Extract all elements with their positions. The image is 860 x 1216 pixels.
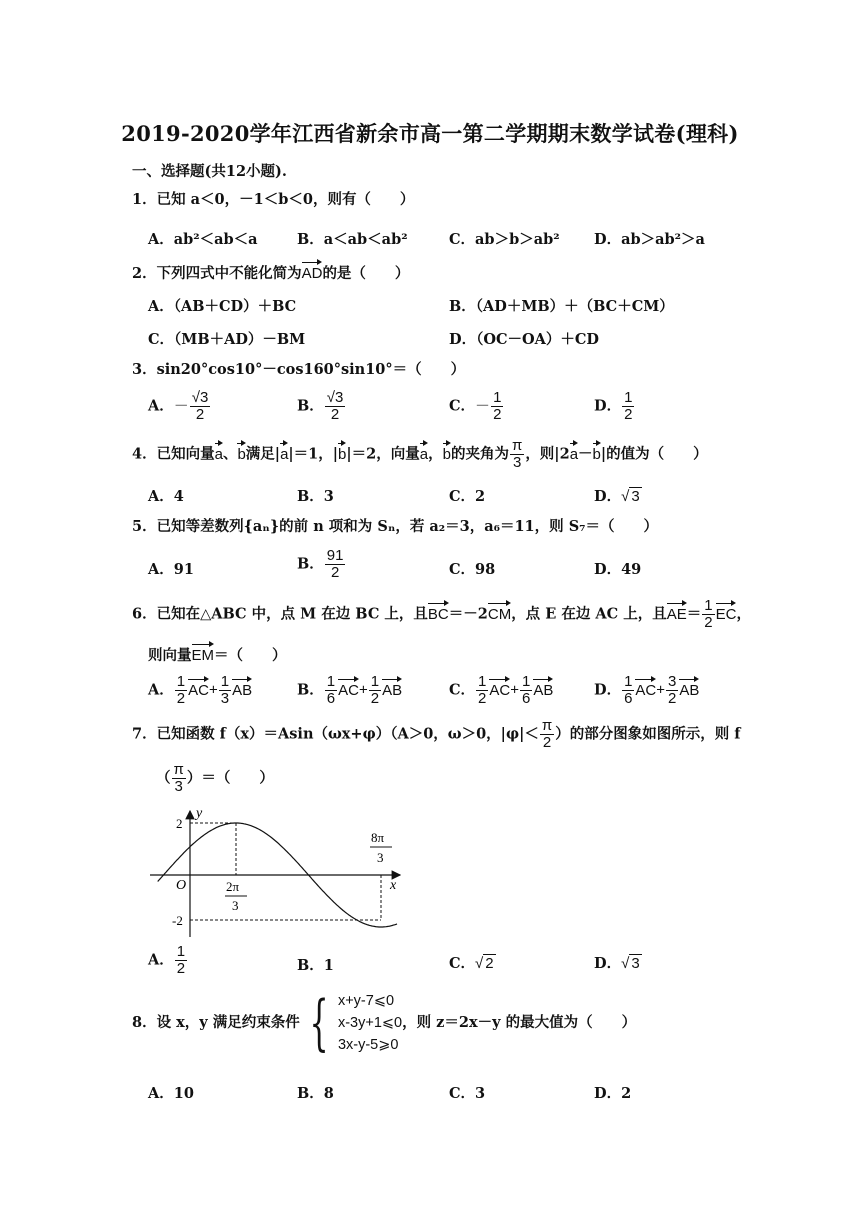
q1-option-a: A．ab²＜ab＜a: [148, 231, 258, 248]
q4-angle-num: π: [511, 437, 523, 454]
q6-a-frac1: [175, 674, 187, 707]
question-5-stem: 5．已知等差数列{aₙ}的前 n 项和为 Sₙ，若 a₂＝3，a₆＝11，则 S₇＝（ ）: [132, 518, 659, 535]
q3-d-denominator: 2: [624, 406, 633, 423]
q6-a-f1-den: 2: [176, 690, 186, 707]
q6-d-f2-num: 3: [668, 673, 677, 690]
x1-den-label: 3: [232, 898, 239, 913]
q3-d-label: D．: [594, 397, 622, 415]
q6-a-f2-num: 1: [220, 673, 230, 690]
question-1-stem: 1．已知 a＜0，－1＜b＜0，则有（ ）: [132, 191, 415, 208]
q6-d-label: D．: [594, 681, 622, 699]
q6-a-f1-num: 1: [176, 673, 186, 690]
q6-a-vector-ac: AC: [188, 677, 209, 699]
q3-c-denominator: 2: [493, 406, 502, 423]
q6-line2-end: ＝（ ）: [214, 647, 287, 664]
q3-a-denominator: 2: [195, 406, 205, 423]
q6-c-frac1: [476, 674, 488, 707]
q6-c-f2-num: 1: [522, 673, 531, 690]
q4-vector-b-4: b: [593, 441, 601, 464]
q4-angle-fraction: [510, 438, 524, 471]
q5-option-d: D．49: [594, 561, 642, 578]
q6-option-c: [449, 674, 553, 707]
q6-vector-ae: AE: [667, 601, 687, 624]
q6-text-1: 6．已知在△ABC 中，点 M 在边 BC 上，且: [132, 605, 428, 623]
q7-d-sqrt: √ 3: [621, 955, 640, 972]
q4-option-c: C．2: [449, 488, 486, 505]
q6-fraction: [702, 598, 714, 631]
q6-d-frac1: [622, 674, 634, 707]
q4-option-b: B．3: [297, 488, 334, 505]
q6-a-frac2: [219, 674, 231, 707]
q4-text-4: |＝2，向量: [346, 445, 420, 463]
q6-d-frac2: [666, 674, 678, 707]
q7-text-2: ）的部分图象如图所示，则 f: [555, 725, 741, 743]
q8-constraint-2: x-3y+1⩽0: [337, 1015, 403, 1031]
q4-text-6: 的夹角为: [450, 445, 509, 463]
q6-c-f1-den: 2: [478, 690, 487, 707]
q6-c-f1-num: 1: [478, 673, 487, 690]
q4-option-d: [594, 485, 642, 506]
q8-text-2: ，则 z＝2x－y 的最大值为（ ）: [402, 1014, 637, 1031]
q6-d-f1-den: 6: [624, 690, 633, 707]
q6-a-plus: +: [208, 681, 218, 699]
q7-phi-den: 2: [542, 734, 552, 751]
q3-option-c: [449, 390, 504, 423]
q8-constraint-1: x+y-7⩽0: [337, 993, 395, 1009]
q5-option-b: [297, 548, 346, 581]
q4-d-sqrt: √ 3: [621, 488, 640, 505]
q8-option-d: D．2: [594, 1085, 632, 1102]
q4-text-1: 4．已知向量: [132, 445, 215, 463]
q2-text-end: 的是（ ）: [322, 265, 410, 282]
q4-text-9: |的值为（ ）: [600, 445, 708, 463]
q6-text-2: ＝－2: [448, 605, 488, 623]
q3-b-denominator: 2: [330, 406, 340, 423]
q5-option-a: A．91: [148, 561, 194, 578]
q6-b-plus: +: [358, 681, 368, 699]
ymin-label: -2: [172, 913, 183, 928]
question-6-line-2: [148, 642, 287, 665]
q1-option-d: D．ab＞ab²＞a: [594, 231, 705, 248]
q4-text-3: |＝1，|: [288, 445, 339, 463]
ymax-label: 2: [176, 816, 183, 831]
q3-option-a: [148, 390, 211, 423]
q3-c-fraction: [491, 390, 503, 423]
q8-option-b: B．8: [297, 1085, 334, 1102]
q5-b-label: B．: [297, 555, 324, 573]
q6-b-f1-den: 6: [326, 690, 336, 707]
q6-b-frac2: [369, 674, 381, 707]
q6-a-label: A．: [148, 681, 174, 699]
q5-b-denominator: 2: [330, 564, 340, 581]
q4-text-7: ，则|2: [525, 445, 570, 463]
q4-vector-a-3: a: [420, 441, 428, 464]
q7-a-label: A．: [148, 951, 174, 969]
question-7-stem: [132, 718, 741, 751]
q2-vector-ad: AD: [302, 260, 323, 283]
q5-b-numerator: 91: [326, 547, 344, 564]
q8-option-a: A．10: [148, 1085, 194, 1102]
q4-vector-b-2: b: [338, 441, 346, 464]
q6-vector-em: EM: [192, 642, 215, 665]
q4-option-a: A．4: [148, 488, 184, 505]
q7-phi-fraction: [540, 718, 554, 751]
q4-text-2: 满足|: [245, 445, 281, 463]
q7-l2-fraction: [172, 762, 186, 795]
q6-frac-num: 1: [704, 597, 713, 614]
q4-angle-den: 3: [512, 454, 522, 471]
q3-b-fraction: $\frac{√3}{2}$: [326, 389, 344, 423]
q6-option-b: [297, 674, 402, 707]
q4-d-label: D．: [594, 488, 622, 505]
question-2-stem: [132, 260, 409, 283]
q2-option-b: B．（AD＋MB）＋（BC＋CM）: [449, 298, 674, 315]
q3-b-numerator: 3: [335, 389, 344, 406]
q6-c-plus: +: [510, 681, 519, 699]
y-axis-label: y: [196, 806, 203, 821]
q7-option-b: B．1: [297, 957, 334, 974]
q8-option-c: C．3: [449, 1085, 486, 1102]
q6-text-3: ，点 E 在边 AC 上，且: [511, 605, 667, 623]
q3-a-fraction: $\frac{√3}{2}$: [191, 389, 209, 423]
q3-a-sign: －: [173, 397, 189, 415]
q7-l2-end: ）＝（ ）: [186, 769, 274, 787]
q8-brace-icon: {: [309, 988, 329, 1058]
q4-d-radicand: 3: [631, 488, 640, 505]
q7-option-a: [148, 944, 188, 977]
q6-c-label: C．: [449, 681, 476, 699]
question-7-line-2: [156, 762, 274, 795]
x1-num-label: 2π: [226, 879, 240, 894]
q6-option-d: [594, 674, 699, 707]
q4-vector-a-2: a: [280, 441, 288, 464]
q7-a-fraction: [175, 944, 187, 977]
q6-b-vector-ac: AC: [338, 677, 359, 699]
q6-b-f2-den: 2: [370, 690, 380, 707]
question-4-stem: [132, 438, 708, 471]
q6-c-frac2: [520, 674, 532, 707]
q3-b-label: B．: [297, 397, 324, 415]
q6-vector-ec: EC: [716, 601, 737, 624]
page-title: 2019-2020学年江西省新余市高一第二学期期末数学试卷(理科): [121, 121, 739, 146]
q4-sep: 、: [222, 445, 238, 463]
q2-option-d: D．（OC－OA）＋CD: [449, 331, 599, 348]
question-8-stem: [132, 990, 636, 1056]
q7-text-1: 7．已知函数 f（x）＝Asin（ωx+φ）（A＞0，ω＞0，|φ|＜: [132, 725, 539, 743]
q7-c-sqrt: √ 2: [475, 955, 494, 972]
q8-constraint-3: 3x-y-5⩾0: [337, 1037, 399, 1053]
q4-text-5: ，: [428, 445, 443, 463]
q6-d-vector-ac: AC: [635, 677, 656, 699]
q3-d-fraction: [622, 390, 634, 423]
x2-den-label: 3: [377, 850, 384, 865]
q3-a-label: A．: [148, 397, 174, 415]
q6-a-f2-den: 3: [220, 690, 230, 707]
question-3-stem: 3．sin20°cos10°－cos160°sin10°＝（ ）: [132, 361, 466, 378]
q1-option-c: C．ab＞b＞ab²: [449, 231, 560, 248]
q3-option-b: [297, 390, 346, 423]
q7-option-d: [594, 952, 642, 973]
q7-a-numerator: 1: [176, 943, 186, 960]
q6-c-f2-den: 6: [522, 690, 531, 707]
q6-c-vector-ab: AB: [533, 677, 553, 699]
q5-option-c: C．98: [449, 561, 496, 578]
x-axis-label: x: [390, 878, 397, 893]
q6-a-vector-ab: AB: [232, 677, 252, 699]
q7-l2-den: 3: [174, 778, 183, 795]
q3-c-numerator: 1: [493, 389, 502, 406]
q3-c-sign: －: [475, 397, 491, 415]
q2-option-a: A．（AB＋CD）＋BC: [148, 298, 297, 315]
q6-line2-text: 则向量: [148, 647, 192, 664]
q7-d-radicand: 3: [631, 955, 640, 972]
q4-vector-b-3: b: [443, 441, 451, 464]
origin-label: O: [176, 878, 187, 893]
q4-vector-b: b: [237, 441, 245, 464]
q6-option-a: [148, 674, 252, 707]
q2-option-c: C．（MB＋AD）－BM: [148, 331, 306, 348]
q5-b-fraction: [325, 548, 346, 581]
q7-l2-num: π: [173, 761, 184, 778]
q6-b-label: B．: [297, 681, 324, 699]
q6-text-4: ＝: [686, 605, 702, 623]
q6-d-vector-ab: AB: [679, 677, 699, 699]
q6-b-f2-num: 1: [370, 673, 380, 690]
q4-text-8: －: [578, 445, 593, 463]
q7-sine-graph: [150, 805, 410, 940]
q7-d-label: D．: [594, 955, 622, 972]
q6-c-vector-ac: AC: [489, 677, 510, 699]
q8-text-1: 8．设 x，y 满足约束条件: [132, 1014, 300, 1031]
q7-phi-num: π: [541, 717, 553, 734]
q6-b-f1-num: 1: [326, 673, 336, 690]
q6-vector-bc: BC: [428, 601, 449, 624]
q6-text-5: ，: [736, 605, 751, 623]
q7-a-denominator: 2: [176, 960, 186, 977]
section-heading: 一、选择题(共12小题).: [132, 163, 287, 180]
q6-frac-den: 2: [704, 614, 713, 631]
q7-l2-open: （: [156, 769, 171, 787]
q6-d-f1-num: 1: [624, 673, 633, 690]
q6-vector-cm: CM: [488, 601, 511, 624]
q3-d-numerator: 1: [624, 389, 633, 406]
q7-c-label: C．: [449, 955, 476, 972]
x2-num-label: 8π: [371, 830, 385, 845]
q3-a-numerator: 3: [200, 389, 209, 406]
q6-b-vector-ab: AB: [382, 677, 402, 699]
q2-text: 2．下列四式中不能化简为: [132, 265, 302, 282]
q4-vector-a: a: [215, 441, 223, 464]
q6-d-plus: +: [656, 681, 666, 699]
q8-constraint-system: [338, 990, 402, 1056]
q7-option-c: [449, 952, 496, 973]
q4-vector-a-4: a: [570, 441, 578, 464]
q1-option-b: B．a＜ab＜ab²: [297, 231, 408, 248]
question-6-stem: [132, 598, 751, 631]
q6-d-f2-den: 2: [668, 690, 677, 707]
q3-option-d: [594, 390, 635, 423]
q3-c-label: C．: [449, 397, 476, 415]
q6-b-frac1: [325, 674, 337, 707]
q7-c-radicand: 2: [485, 955, 494, 972]
